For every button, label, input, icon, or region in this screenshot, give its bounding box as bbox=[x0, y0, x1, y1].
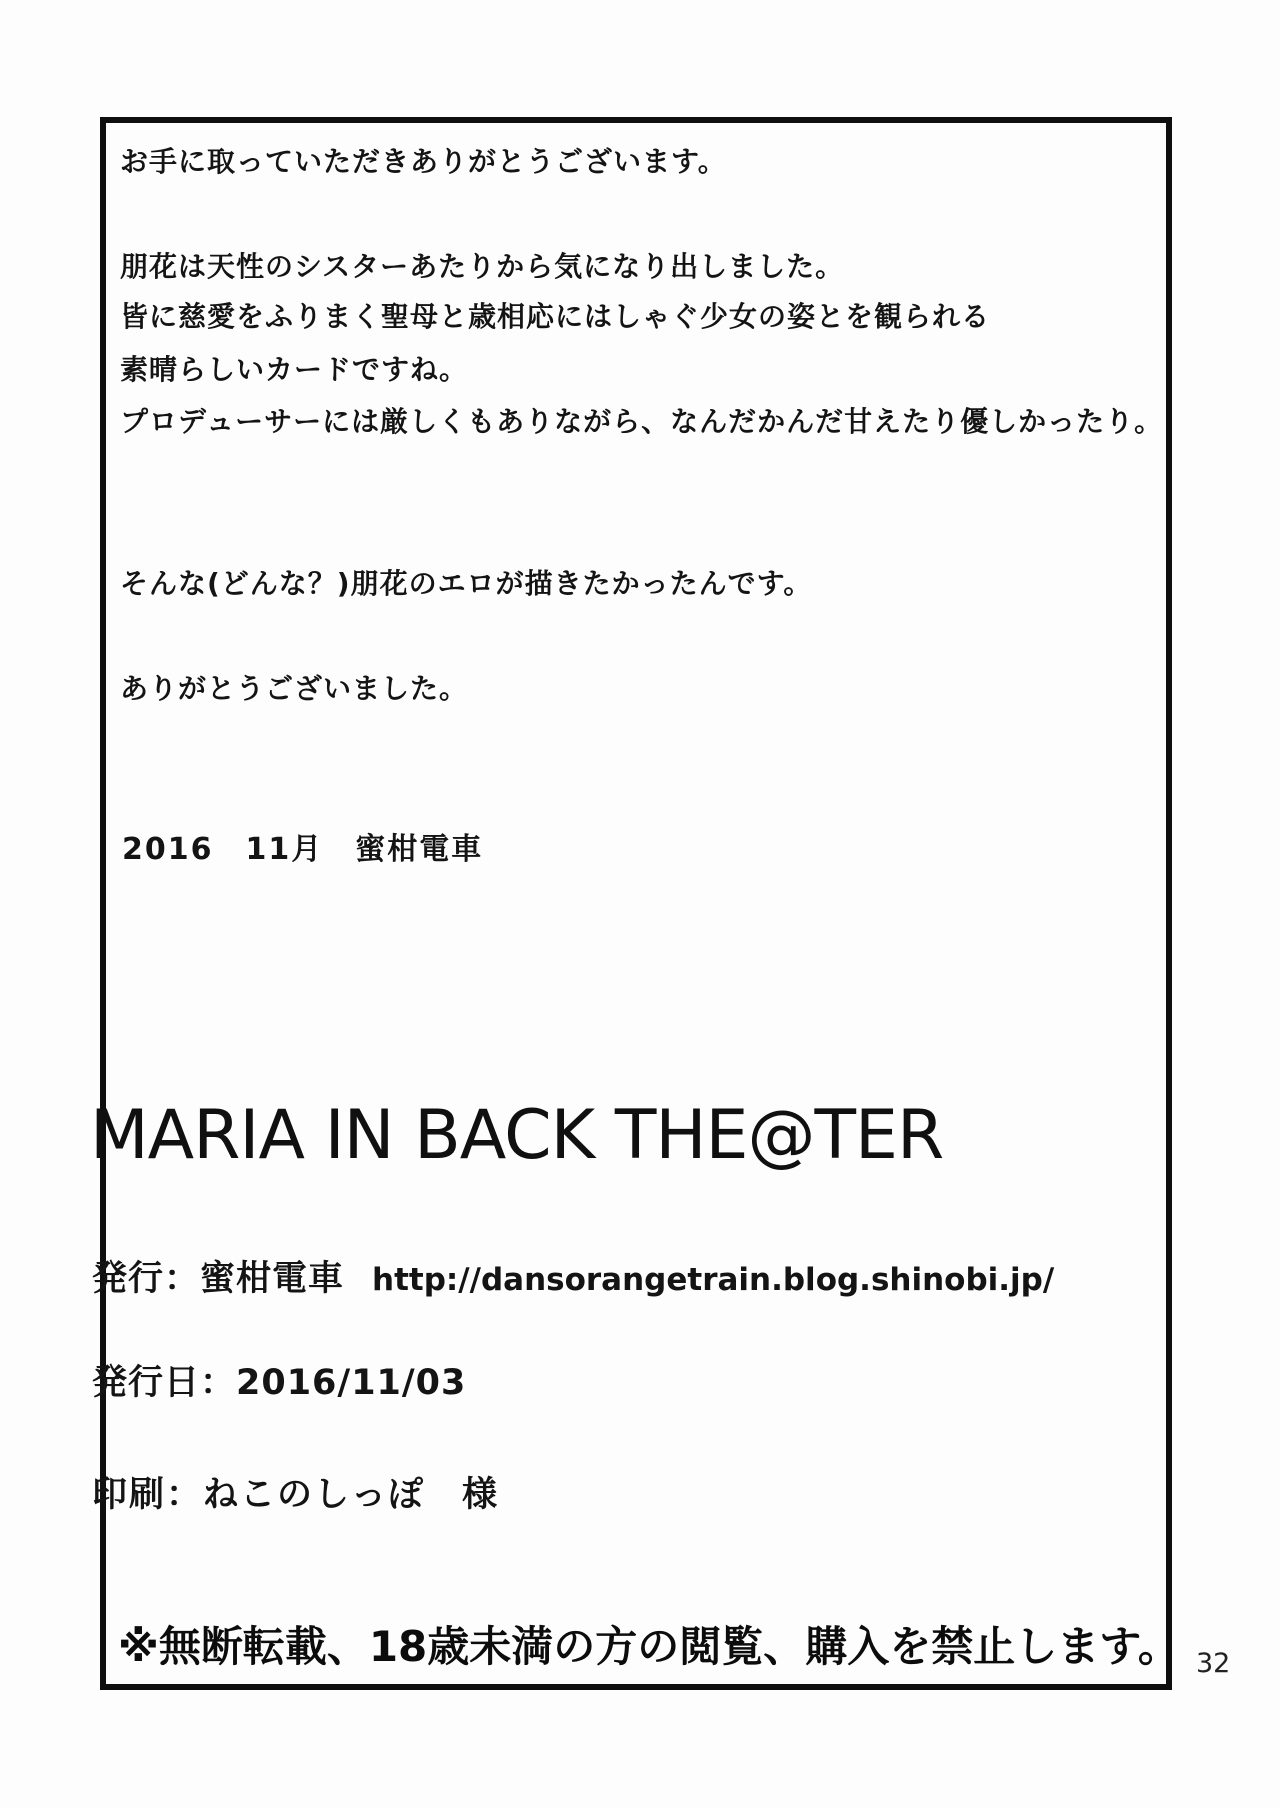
afterword-date-signature: 2016 11月 蜜柑電車 bbox=[122, 832, 484, 867]
afterword-line-4: プロデューサーには厳しくもありながら、なんだかんだ甘えたり優しかったり。 bbox=[120, 405, 1164, 438]
publisher-label: 発行：蜜柑電車 bbox=[92, 1259, 345, 1299]
afterword-line-1: 朋花は天性のシスターあたりから気になり出しました。 bbox=[120, 250, 845, 283]
page-number: 32 bbox=[1196, 1648, 1231, 1679]
afterword-line-5: そんな(どんな？)朋花のエロが描きたかったんです。 bbox=[120, 567, 813, 600]
printer-credit: 印刷：ねこのしっぽ 様 bbox=[92, 1475, 500, 1515]
afterword-line-2: 皆に慈愛をふりまく聖母と歳相応にはしゃぐ少女の姿とを観られる bbox=[120, 300, 991, 333]
afterword-line-thanks: お手に取っていただきありがとうございます。 bbox=[120, 145, 727, 178]
publisher-url: http://dansorangetrain.blog.shinobi.jp/ bbox=[372, 1262, 1055, 1298]
book-title: MARIA IN BACK THE@TER bbox=[90, 1096, 944, 1175]
afterword-line-closing: ありがとうございました。 bbox=[120, 672, 469, 705]
copyright-notice: ※無断転載、18歳未満の方の閲覧、購入を禁止します。 bbox=[118, 1622, 1180, 1671]
publication-date: 発行日：2016/11/03 bbox=[92, 1363, 467, 1403]
publisher-row bbox=[92, 1259, 1055, 1299]
afterword-line-3: 素晴らしいカードですね。 bbox=[120, 353, 469, 386]
